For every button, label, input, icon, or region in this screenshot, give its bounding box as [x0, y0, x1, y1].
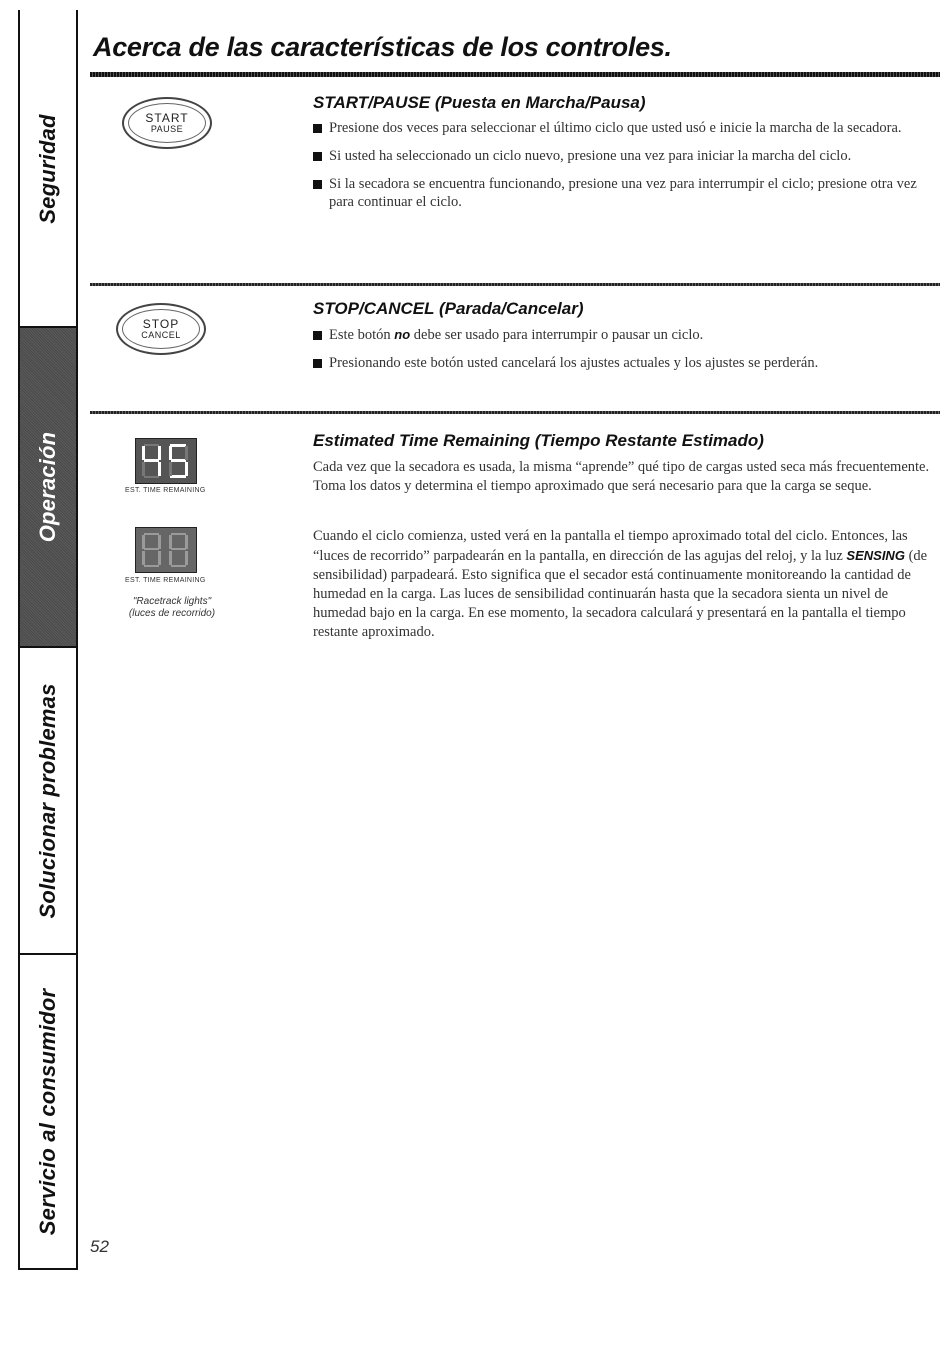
bullet-icon — [313, 180, 322, 189]
stop-cancel-button-illustration — [116, 303, 206, 355]
caption-line: "Racetrack lights" — [132, 596, 212, 607]
sidebar-nav — [18, 10, 78, 1270]
stop-cancel-bullets — [313, 326, 941, 382]
estimated-paragraph-2 — [313, 527, 941, 642]
tab-label: Operación — [35, 431, 60, 543]
bullet-icon — [313, 152, 322, 161]
emphasis-text: no — [394, 327, 411, 342]
bullet-text: Presionando este botón usted cancelará los ajustes actuales y los ajustes se perderán. — [329, 355, 819, 371]
tab-seguridad[interactable] — [20, 10, 76, 328]
list-item — [313, 175, 941, 211]
bullet-text: Presione dos veces para seleccionar el último ciclo que usted usó e inicie la marcha de la secadora. — [329, 120, 902, 136]
tab-label: Solucionar problemas — [35, 682, 60, 919]
racetrack-caption — [112, 596, 232, 620]
bullet-text: Si la secadora se encuentra funcionando, presione una vez para interrumpir el ciclo; presione otra vez para continuar el ciclo. — [329, 176, 917, 210]
stop-cancel-heading: STOP/CANCEL (Parada/Cancelar) — [313, 299, 584, 318]
digits-display — [139, 443, 193, 479]
button-top-label: START — [145, 111, 189, 125]
estimated-time-heading: Estimated Time Remaining (Tiempo Restante Estimado) — [313, 431, 764, 450]
estimated-paragraph-1: Cada vez que la secadora es usada, la misma “aprende” qué tipo de cargas usted seca más frecuentemente. Toma los datos y determina el tiempo aproximado que será necesario para que la carga se seque. — [313, 459, 930, 494]
caption-line: (luces de recorrido) — [128, 608, 216, 619]
button-top-label: STOP — [142, 317, 180, 331]
emphasis-text: SENSING — [846, 548, 905, 563]
section-divider — [90, 283, 940, 286]
tab-label: Servicio al consumidor — [35, 988, 60, 1235]
bullet-text: Si usted ha seleccionado un ciclo nuevo, presione una vez para iniciar la marcha del ciclo. — [329, 148, 852, 164]
racetrack-display — [135, 527, 197, 573]
list-item — [313, 326, 941, 344]
tab-servicio-al-consumidor[interactable] — [20, 955, 76, 1268]
button-bottom-label: CANCEL — [141, 330, 181, 340]
bullet-text: Este botón — [329, 327, 395, 343]
start-pause-bullets — [313, 119, 941, 221]
start-pause-button-illustration — [122, 97, 212, 149]
bullet-icon — [313, 359, 322, 368]
display-caption: EST. TIME REMAINING — [125, 487, 206, 494]
start-pause-heading: START/PAUSE (Puesta en Marcha/Pausa) — [313, 93, 646, 112]
time-display-45 — [135, 438, 197, 484]
list-item — [313, 354, 941, 372]
list-item — [313, 119, 941, 137]
tab-label: Seguridad — [35, 114, 60, 224]
list-item — [313, 147, 941, 165]
button-bottom-label: PAUSE — [150, 124, 184, 134]
bullet-icon — [313, 124, 322, 133]
racetrack-segments — [139, 532, 193, 568]
page-number: 52 — [90, 1237, 109, 1256]
tab-solucionar-problemas[interactable] — [20, 648, 76, 953]
page-title: Acerca de las características de los controles. — [93, 32, 672, 62]
bullet-icon — [313, 331, 322, 340]
tab-operacion[interactable] — [20, 328, 76, 646]
bullet-text: debe ser usado para interrumpir o pausar un ciclo. — [410, 327, 704, 343]
display-caption: EST. TIME REMAINING — [125, 577, 206, 584]
section-divider — [90, 411, 940, 414]
paragraph-text: (de sensibilidad) parpadeará. Esto significa que el secador está continuamente monitoreando la cantidad de humedad en la carga. Las luces de sensibilidad continuarán hasta que la secadora sienta un nivel de humedad bajo en la carga. En ese momento, la secadora calculará y presentará en la pantalla el tiempo restante aproximado. — [313, 548, 928, 640]
paragraph-text: Cuando el ciclo comienza, usted verá en la pantalla el tiempo aproximado total del ciclo. Entonces, las “luces de recorrido” parpadearán en la pantalla, en dirección de las agujas del reloj, y la luz — [313, 528, 908, 564]
title-divider — [90, 72, 940, 77]
